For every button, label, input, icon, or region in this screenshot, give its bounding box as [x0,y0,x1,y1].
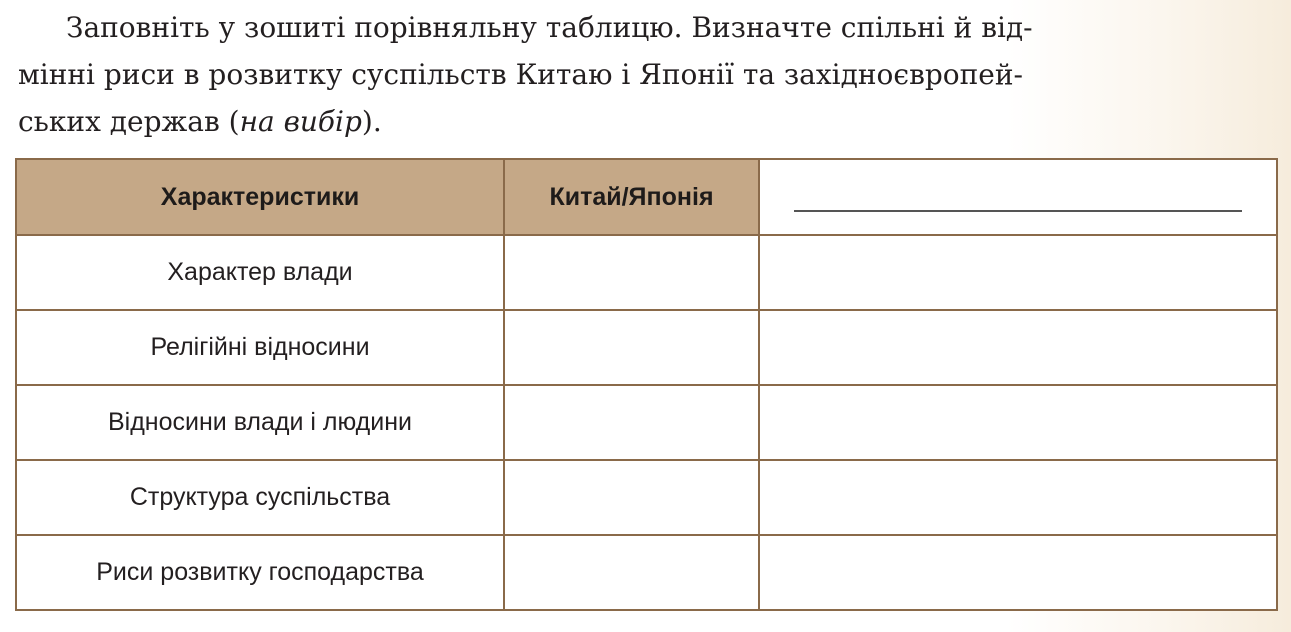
empty-cell [504,385,759,460]
table-row [16,460,1277,535]
instruction-line-3-end: ). [361,105,382,138]
row-label: Відносини влади і людини [16,385,504,460]
instruction-line-3-start: ських держав ( [18,105,240,138]
empty-cell [759,310,1277,385]
table-row [16,535,1277,610]
comparison-table [15,158,1278,611]
row-label: Риси розвитку господарства [16,535,504,610]
empty-cell [759,535,1277,610]
empty-cell [759,385,1277,460]
header-china-japan: Китай/Японія [504,159,759,235]
empty-cell [504,460,759,535]
empty-cell [504,235,759,310]
empty-cell [504,535,759,610]
instruction-line-3 [18,98,1273,145]
task-instruction [18,4,1273,145]
header-blank-fill-in [759,159,1277,235]
row-label: Структура суспільства [16,460,504,535]
table-header-row [16,159,1277,235]
table-row [16,385,1277,460]
instruction-line-2: мінні риси в розвитку суспільств Китаю і Японії та західноєвропей- [18,58,1023,91]
table-row [16,310,1277,385]
fill-in-line [794,210,1242,212]
empty-cell [759,235,1277,310]
table-row [16,235,1277,310]
empty-cell [759,460,1277,535]
header-characteristics: Характеристики [16,159,504,235]
row-label: Характер влади [16,235,504,310]
empty-cell [504,310,759,385]
instruction-choice-note: на вибір [239,105,362,138]
row-label: Релігійні відносини [16,310,504,385]
instruction-line-1: Заповніть у зошиті порівняльну таблицю. Визначте спільні й від- [66,11,1033,44]
